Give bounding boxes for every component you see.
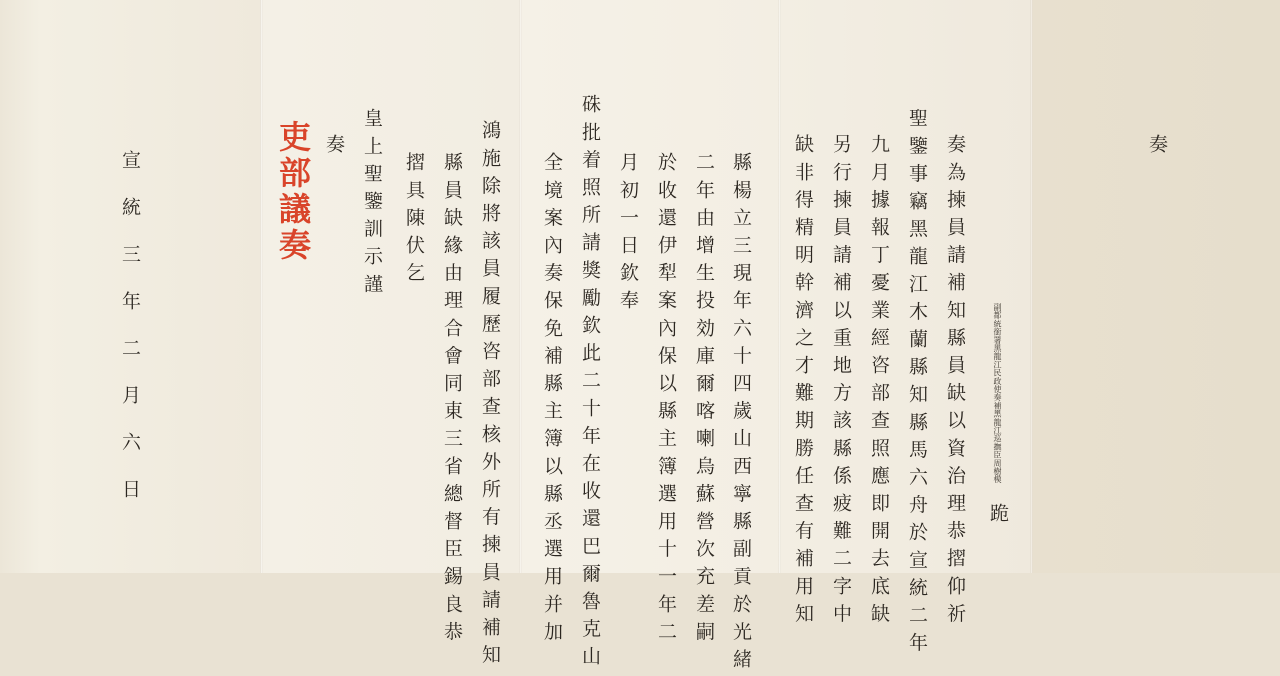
memorial-column: 九月據報丁憂業經咨部查照應即開去底缺 [868, 134, 890, 631]
memorial-column: 全境案內奏保免補縣主簿以縣丞選用并加 [541, 152, 563, 649]
kneel-mark: 跪 [987, 503, 1009, 531]
memorial-column: 聖鑒事竊黑龍江木蘭縣知縣馬六舟於宣統二年 [906, 108, 928, 660]
memorial-column: 奏 [323, 134, 345, 162]
memorial-column: 縣員缺緣由理合會同東三省總督臣錫良恭 [441, 152, 463, 649]
memorial-column: 另行揀員請補以重地方該縣係疲難二字中 [830, 134, 852, 631]
memorial-column: 二年由增生投効庫爾喀喇烏蘇營次充差嗣 [693, 152, 715, 649]
panel-fold [260, 0, 263, 573]
panel-fold [778, 0, 781, 573]
memorial-column: 縣楊立三現年六十四歲山西寧縣副貢於光緒 [730, 152, 752, 676]
memorial-column: 於收還伊犁案內保以縣主簿選用十一年二 [655, 152, 677, 649]
memorial-column: 硃批着照所請獎勵欽此二十年在收還巴爾魯克山 [579, 94, 601, 674]
official-title: 副都統銜署黑龍江民政使奏補黑龍江巡撫臣周樹模 [993, 303, 1002, 484]
memorial-column: 摺具陳伏乞 [403, 152, 425, 290]
panel-fold [1030, 0, 1033, 573]
vermilion-rescript: 吏部議奏 [274, 120, 312, 264]
memorial-column: 皇上聖鑒訓示謹 [361, 108, 383, 302]
memorial-column: 鴻施除將該員履歷咨部查核外所有揀員請補知 [479, 120, 501, 672]
memorial-column: 奏為揀員請補知縣員缺以資治理恭摺仰祈 [944, 134, 966, 631]
panel-fold [519, 0, 522, 573]
memorial-column: 缺非得精明幹濟之才難期勝任查有補用知 [792, 134, 814, 631]
memorial-column: 月初一日欽奉 [617, 152, 639, 318]
header-mark: 奏 [1146, 134, 1168, 162]
memorial-date: 宣統三年二月六日 [119, 150, 141, 526]
